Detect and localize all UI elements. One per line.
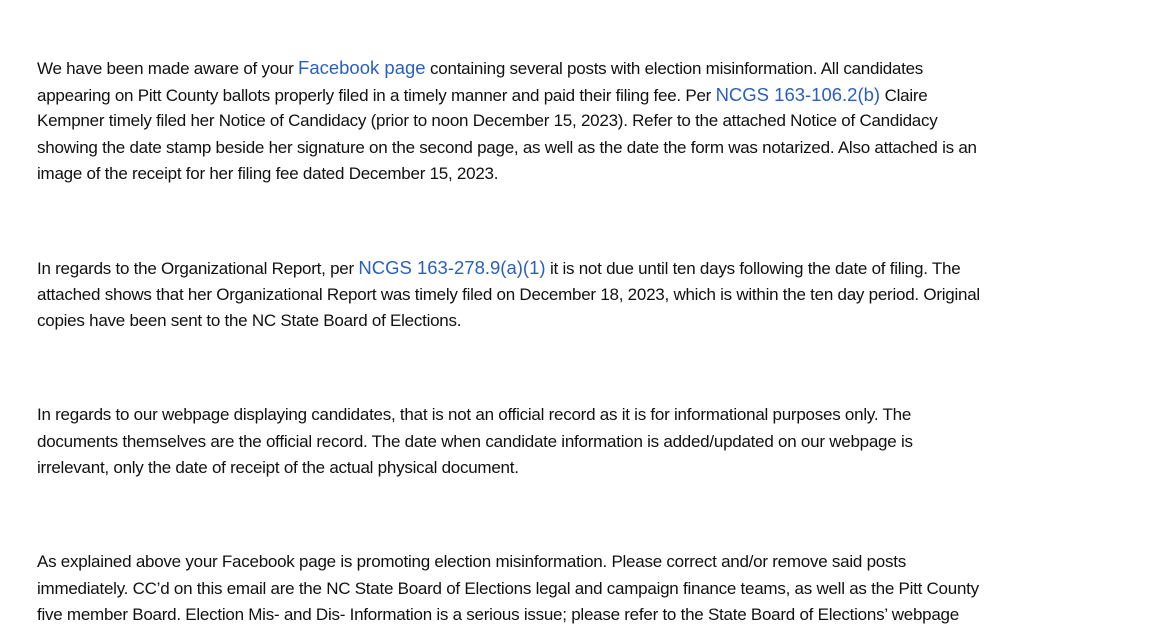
text-segment: Claire: [880, 85, 928, 105]
hyperlink[interactable]: NCGS 163-106.2(b): [715, 83, 881, 105]
text-line: [37, 135, 977, 162]
text-line: [37, 255, 980, 282]
text-line: [37, 455, 913, 482]
text-segment: appearing on Pitt County ballots properly filed in a timely manner and paid their filing fee. Per: [37, 85, 716, 105]
text-segment: showing the date stamp beside her signature on the second page, as well as the date the form was notarized. Also attached is an: [37, 137, 977, 157]
text-segment: containing several posts with election misinformation. All candidates: [425, 59, 924, 78]
text-line: [37, 161, 977, 188]
paragraph-misinformation-request: [37, 549, 979, 629]
text-line: [37, 308, 980, 335]
text-segment: irrelevant, only the date of receipt of the actual physical document.: [37, 458, 519, 478]
text-segment: it is not due until ten days following the date of filing. The: [545, 259, 961, 278]
text-line: [37, 576, 979, 603]
text-segment: immediately. CC’d on this email are the NC State Board of Elections legal and campaign finance teams, as well as the Pitt County: [37, 578, 979, 598]
text-segment: As explained above your Facebook page is promoting election misinformation. Please correct and/or remove said posts: [37, 552, 906, 571]
hyperlink[interactable]: NCGS 163-278.9(a)(1): [358, 257, 546, 278]
text-line: [37, 82, 977, 109]
text-segment: In regards to the Organizational Report, per: [37, 259, 359, 278]
text-segment: documents themselves are the official record. The date when candidate information is added/updated on our webpage is: [37, 431, 913, 451]
text-segment: image of the receipt for her filing fee dated December 15, 2023.: [37, 164, 499, 184]
text-line: [37, 402, 913, 429]
text-line: [37, 549, 979, 576]
text-segment: five member Board. Election Mis- and Dis- Information is a serious issue; please refer to the State Board of Elections’ webpage: [37, 605, 959, 625]
text-line: [37, 55, 977, 82]
paragraph-facebook-notice: [37, 55, 977, 188]
text-segment: copies have been sent to the NC State Board of Elections.: [37, 311, 462, 331]
text-segment: In regards to our webpage displaying candidates, that is not an official record as it is for informational purposes only. The: [37, 405, 912, 424]
text-line: [37, 602, 979, 629]
text-line: [37, 108, 977, 135]
paragraph-organizational-report: [37, 255, 980, 335]
paragraph-webpage-record: [37, 402, 913, 482]
text-line: [37, 429, 913, 456]
text-segment: Kempner timely filed her Notice of Candidacy (prior to noon December 15, 2023). Refer to the attached Notice of Candidacy: [37, 111, 938, 131]
hyperlink[interactable]: Facebook page: [298, 57, 426, 78]
text-segment: attached shows that her Organizational Report was timely filed on December 18, 2023, which is within the ten day period. Original: [37, 284, 980, 304]
text-line: [37, 282, 980, 309]
text-segment: We have been made aware of your: [37, 59, 299, 78]
